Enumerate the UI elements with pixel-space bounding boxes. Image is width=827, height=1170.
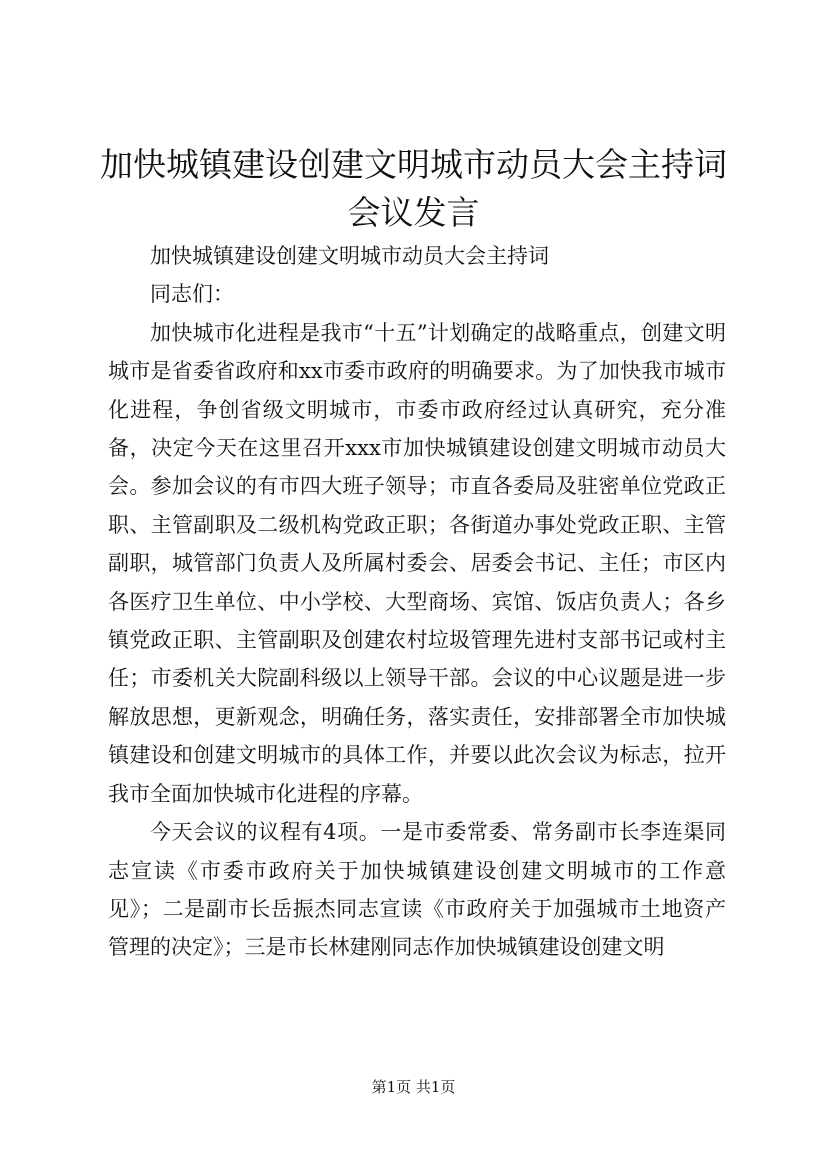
document-title: 加快城镇建设创建文明城市动员大会主持词会议发言: [100, 145, 727, 232]
salutation-paragraph: 同志们：: [150, 282, 234, 307]
body-paragraph: 加快城市化进程是我市“十五”计划确定的战略重点，创建文明城市是省委省政府和xx市委市政府的明确要求。为了加快我市城市化进程，争创省级文明城市，市委市政府经过认真研究，充分准备，决定今天在这里召开xxx市加快城镇建设创建文明城市动员大会。参加会议的有市四大班子领导；市直各委局及驻密单位党政正职、主管副职及二级机构党政正职；各街道办事处党政正职、主管副职，城管部门负责人及所属村委会、居委会书记、主任；市区内各医疗卫生单位、中小学校、大型商场、宾馆、饭店负责人；各乡镇党政正职、主管副职及创建农村垃圾管理先进村支部书记或村主任；市委机关大院副科级以上领导干部。会议的中心议题是进一步解放思想，更新观念，明确任务，落实责任，安排部署全市加快城镇建设和创建文明城市的具体工作，并要以此次会议为标志，拉开我市全面加快城市化进程的序幕。: [108, 320, 726, 806]
page-number-footer: 第1页 共1页: [371, 1078, 456, 1096]
document-body: [108, 237, 726, 967]
body-paragraph: 今天会议的议程有4项。一是市委常委、常务副市长李连渠同志宣读《市委市政府关于加快城镇建设创建文明城市的工作意见》；二是副市长岳振杰同志宣读《市政府关于加强城市土地资产管理的决定》；三是市长林建刚同志作加快城镇建设创建文明: [108, 820, 726, 960]
subtitle-paragraph: 加快城镇建设创建文明城市动员大会主持词: [150, 244, 549, 268]
